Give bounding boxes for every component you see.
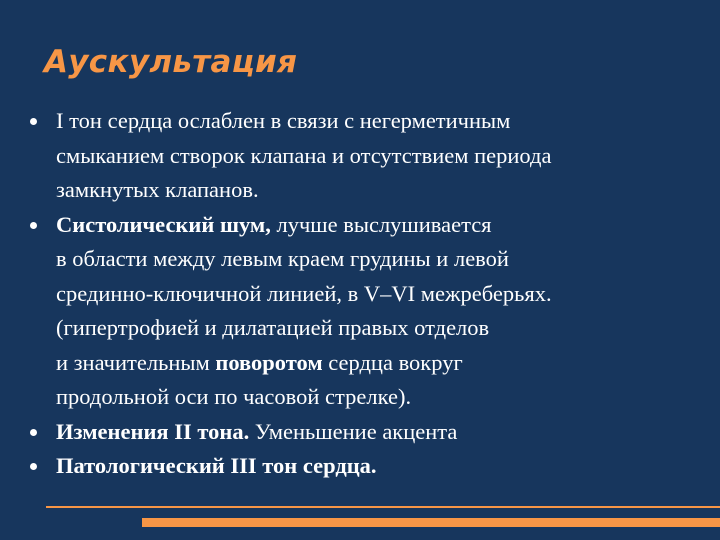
bullet-line (56, 173, 690, 208)
bullet-line (56, 449, 690, 484)
bullet-item-third-tone (30, 449, 690, 484)
bullet-text: в области между левым краем грудины и левой (56, 246, 509, 271)
bullet-line (56, 104, 690, 139)
bullet-line (56, 415, 690, 450)
slide-title: Аускультация (44, 44, 298, 80)
bullet-dot-icon (30, 463, 37, 470)
bullet-bold-text: Патологический III тон сердца. (56, 453, 377, 478)
bullet-text: замкнутых клапанов. (56, 177, 259, 202)
bullet-line (56, 277, 690, 312)
bullet-item-first-tone (30, 104, 690, 208)
bullet-bold-text: Изменения II тона. (56, 418, 250, 444)
bullet-item-systolic-murmur (30, 208, 690, 415)
bullet-line (56, 208, 690, 243)
bullet-text: Уменьшение акцента (249, 418, 458, 444)
bullet-text: лучше выслушивается (270, 211, 492, 237)
bullet-list (30, 104, 690, 484)
bullet-bold-text: Систолический шум, (56, 211, 271, 237)
bullet-text: смыканием створок клапана и отсутствием периода (56, 142, 552, 168)
bullet-dot-icon (30, 222, 37, 229)
accent-line-thin (46, 506, 720, 508)
bullet-text: сердца вокруг (322, 349, 463, 375)
bullet-dot-icon (30, 429, 37, 436)
bullet-line (56, 346, 690, 381)
bullet-line (56, 139, 690, 174)
bullet-line (56, 242, 690, 277)
bullet-dot-icon (30, 118, 37, 125)
bullet-text: I тон сердца ослаблен в связи с негерметичным (56, 108, 511, 133)
accent-line-thick (142, 518, 720, 527)
bullet-bold-text: поворотом (215, 349, 323, 375)
bullet-text: продольной оси по часовой стрелке). (56, 384, 412, 409)
bullet-text: и значительным (56, 349, 216, 375)
bullet-text: (гипертрофией и дилатацией правых отделов (56, 315, 490, 340)
bullet-line (56, 380, 690, 415)
bullet-line (56, 311, 690, 346)
bullet-text: срединно-ключичной линией, в V–VI межреберьях. (56, 280, 552, 306)
bullet-item-second-tone (30, 415, 690, 450)
